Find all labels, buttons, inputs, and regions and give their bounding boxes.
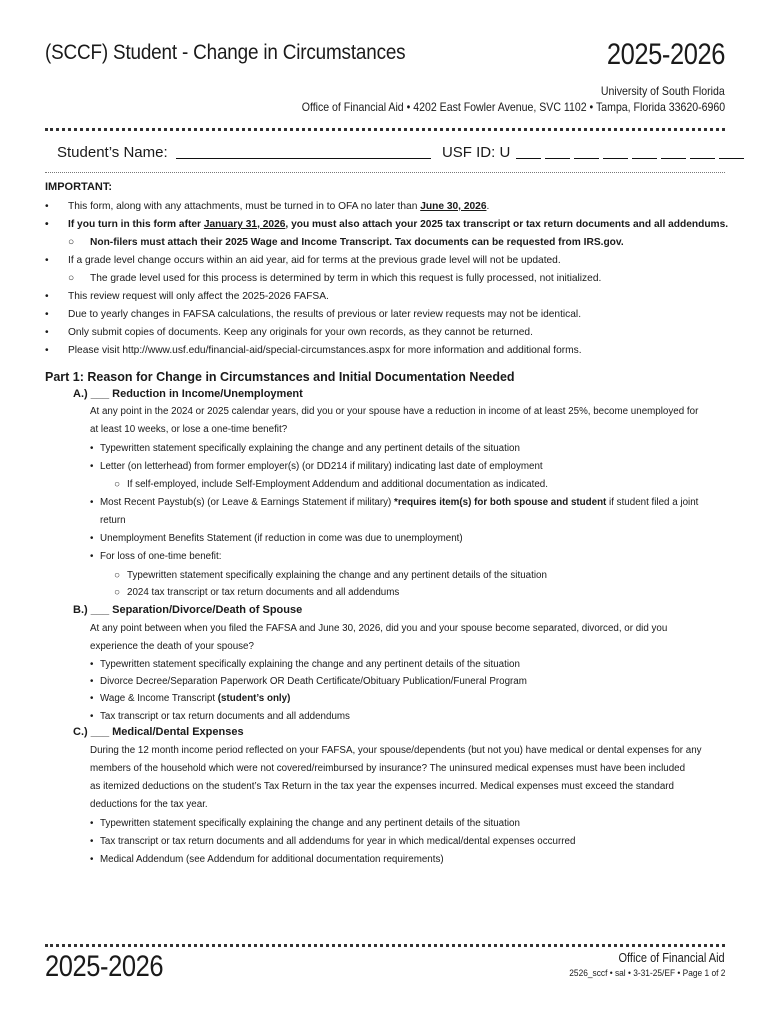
bullet: • [90,551,94,562]
circle-bullet: ○ [68,237,75,248]
website-note[interactable]: Please visit http://www.usf.edu/financial-aid/special-circumstances.aspx for more information and additional forms. [68,345,582,356]
usf-id-digit-field[interactable] [603,143,628,159]
paragraph-line: deductions for the tax year. [90,799,208,810]
deadline-date: June 30, 2026 [420,201,487,212]
bullet: • [45,255,49,266]
circle-bullet: ○ [114,587,120,598]
paragraph-line: at least 10 weeks, or lose a one-time benefit? [90,424,288,435]
bullet: • [90,836,94,847]
part1-heading: Part 1: Reason for Change in Circumstances and Initial Documentation Needed [45,370,515,384]
circle-bullet: ○ [114,479,120,490]
usf-id-digit-field[interactable] [545,143,570,159]
bullet: • [45,327,49,338]
usf-id-digit-field[interactable] [516,143,541,159]
bullet: • [45,291,49,302]
item-text: Most Recent Paystub(s) (or Leave & Earnings Statement if military) [100,497,395,508]
section-c-question [90,742,730,814]
form-title: (SCCF) Student - Change in Circumstances [45,41,406,64]
footer-year: 2025-2026 [45,950,164,983]
bullet: • [45,219,49,230]
section-c-heading[interactable]: C.) ___ Medical/Dental Expenses [73,726,244,738]
copies-note: Only submit copies of documents. Keep any originals for your own records, as they cannot be returned. [68,327,533,338]
item-text: Tax transcript or tax return documents and all addendums [100,711,350,722]
bullet: • [90,533,94,544]
usf-id-digit-field[interactable] [690,143,715,159]
aid-year: 2025-2026 [606,38,725,71]
usf-id-digit-field[interactable] [661,143,686,159]
item-text: If self-employed, include Self-Employment Addendum and additional documentation as indicated. [127,479,548,490]
usf-id-digit-field[interactable] [632,143,657,159]
bullet: • [90,693,94,704]
usf-id-digit-field[interactable] [574,143,599,159]
bullet: • [45,309,49,320]
student-only-note: (student’s only) [217,693,291,704]
footer-form-code: 2526_sccf • sal • 3-31-25/EF • Page 1 of 2 [568,968,725,979]
section-b-question [90,620,730,656]
item-text: Unemployment Benefits Statement (if reduction in come was due to unemployment) [100,533,463,544]
item-text: if student filed a joint [606,497,699,508]
student-name-label: Student’s Name: [57,144,168,161]
section-a-heading[interactable]: A.) ___ Reduction in Income/Unemployment [73,388,303,400]
footer-divider [45,944,725,947]
item-text: return [100,515,126,526]
bullet: • [90,711,94,722]
item-text: Typewritten statement specifically explaining the change and any pertinent details of the situation [100,659,520,670]
late-date: January 31, 2026 [203,219,286,230]
bullet: • [45,345,49,356]
item-text: Typewritten statement specifically explaining the change and any pertinent details of the situation [100,818,520,829]
deadline-text: This form, along with any attachments, must be turned in to OFA no later than [68,201,421,212]
paragraph-line: At any point between when you filed the FAFSA and June 30, 2026, did you and your spouse become separated, divorced, or did you [90,623,668,634]
paragraph-line: members of the household which were not covered/reimbursed by insurance? The uninsured medical expenses must have been included [90,763,686,774]
item-text: Typewritten statement specifically explaining the change and any pertinent details of the situation [127,570,547,581]
student-info-divider [45,172,725,173]
paragraph-line: experience the death of your spouse? [90,641,254,652]
grade-level-sub-note: The grade level used for this process is determined by term in which this request is fully processed, not initialized. [90,273,602,284]
office-address: Office of Financial Aid • 4202 East Fowler Avenue, SVC 1102 • Tampa, Florida 33620-6960 [301,100,725,114]
paragraph-line: as itemized deductions on the student’s Tax Return in the tax year the expenses incurred. Medical expenses must exceed the standard [90,781,674,792]
joint-return-requirement: *requires item(s) for both spouse and student [394,497,607,508]
item-text: Divorce Decree/Separation Paperwork OR Death Certificate/Obituary Publication/Funeral Program [100,676,527,687]
circle-bullet: ○ [68,273,75,284]
paragraph-line: During the 12 month income period reflected on your FAFSA, your spouse/dependents (but not you) have medical or dental expenses for any [90,745,702,756]
bullet: • [45,201,49,212]
grade-level-note: If a grade level change occurs within an aid year, aid for terms at the previous grade level will not be updated. [68,255,561,266]
deadline-end: . [486,201,490,212]
fafsa-year-note: This review request will only affect the 2025-2026 FAFSA. [68,291,329,302]
bullet: • [90,659,94,670]
bullet: • [90,461,94,472]
non-filer-note: Non-filers must attach their 2025 Wage and Income Transcript. Tax documents can be requested from IRS.gov. [90,237,624,248]
item-text: Letter (on letterhead) from former employer(s) (or DD214 if military) indicating last date of employment [100,461,543,472]
usf-id-digit-field[interactable] [719,143,744,159]
bullet: • [90,854,94,865]
fafsa-changes-note: Due to yearly changes in FAFSA calculations, the results of previous or later review requests may not be identical. [68,309,582,320]
late-text: If you turn in this form after [68,219,204,230]
item-text: Medical Addendum (see Addendum for additional documentation requirements) [100,854,444,865]
section-b-heading[interactable]: B.) ___ Separation/Divorce/Death of Spouse [73,604,303,616]
footer-office: Office of Financial Aid [618,951,725,965]
bullet: • [90,443,94,454]
important-heading: IMPORTANT: [45,181,113,193]
usf-id-label: USF ID: U [441,144,511,161]
bullet: • [90,497,94,508]
circle-bullet: ○ [114,570,120,581]
header-divider [45,128,725,131]
late-requirement: , you must also attach your 2025 tax transcript or tax return documents and all addendums. [285,219,729,230]
item-text: For loss of one-time benefit: [100,551,222,562]
bullet: • [90,676,94,687]
bullet: • [90,818,94,829]
section-a-question [90,403,730,439]
student-name-field[interactable] [176,143,431,159]
paragraph-line: At any point in the 2024 or 2025 calendar years, did you or your spouse have a reduction in income of at least 25%, become unemployed for [90,406,699,417]
item-text: Tax transcript or tax return documents and all addendums for year in which medical/dental expenses occurred [100,836,576,847]
item-text: Typewritten statement specifically explaining the change and any pertinent details of the situation [100,443,520,454]
item-text: 2024 tax transcript or tax return documents and all addendums [127,587,400,598]
student-info-row [57,143,746,161]
university-name: University of South Florida [601,84,725,98]
item-text: Wage & Income Transcript [100,693,218,704]
